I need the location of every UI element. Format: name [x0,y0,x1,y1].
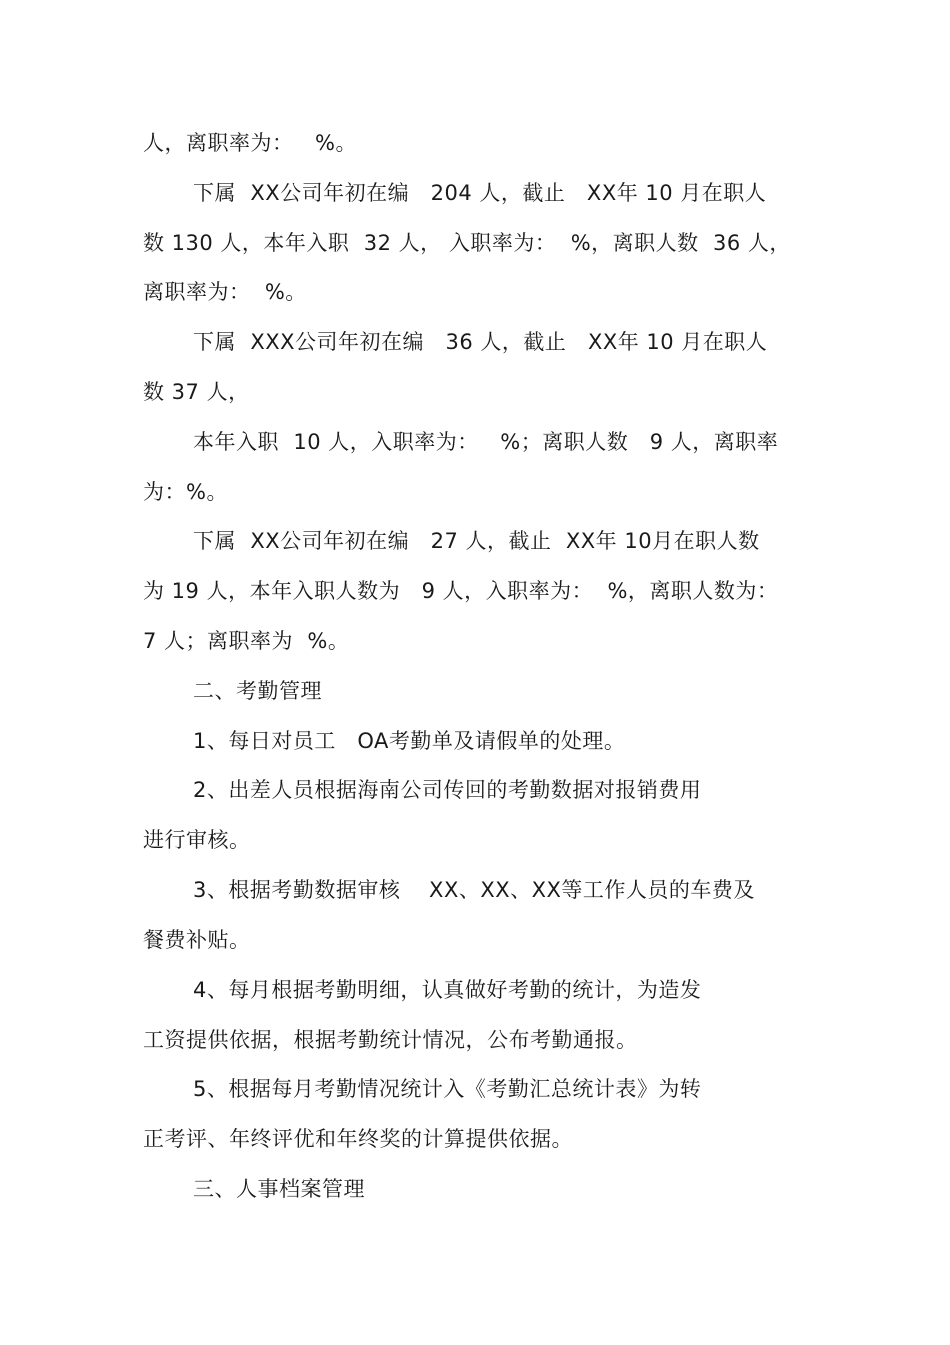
text-line-7: 本年入职 10 人，入职率为： %；离职人数 9 人，离职率 [193,430,779,454]
text-line-19: 工资提供依据，根据考勤统计情况，公布考勤通报。 [143,1028,638,1052]
text-line-15: 进行审核。 [143,828,251,852]
text-line-14: 2、出差人员根据海南公司传回的考勤数据对报销费用 [193,778,702,802]
text-line-2: 下属 XX公司年初在编 204 人，截止 XX年 10 月在职人 [193,181,767,205]
text-line-13: 1、每日对员工 OA考勤单及请假单的处理。 [193,729,626,753]
text-line-3: 数 130 人，本年入职 32 人， 入职率为： %，离职人数 36 人， [143,231,791,255]
text-line-16: 3、根据考勤数据审核 XX、XX、XX等工作人员的车费及 [193,878,755,902]
text-line-17: 餐费补贴。 [143,928,251,952]
text-line-10: 为 19 人，本年入职人数为 9 人，入职率为： %，离职人数为： [143,579,779,603]
text-line-18: 4、每月根据考勤明细，认真做好考勤的统计，为造发 [193,978,702,1002]
text-line-4: 离职率为： %。 [143,280,307,304]
text-line-6: 数 37 人， [143,380,250,404]
text-line-11: 7 人；离职率为 %。 [143,629,350,653]
text-line-21: 正考评、年终评优和年终奖的计算提供依据。 [143,1127,573,1151]
section-heading-personnel-files: 三、人事档案管理 [193,1177,365,1201]
text-line-9: 下属 XX公司年初在编 27 人，截止 XX年 10月在职人数 [193,529,760,553]
section-heading-attendance: 二、考勤管理 [193,679,322,703]
text-line-20: 5、根据每月考勤情况统计入《考勤汇总统计表》为转 [193,1077,702,1101]
text-line-8: 为：%。 [143,480,228,504]
text-line-5: 下属 XXX公司年初在编 36 人，截止 XX年 10 月在职人 [193,330,768,354]
text-line-1: 人，离职率为： %。 [143,131,357,155]
